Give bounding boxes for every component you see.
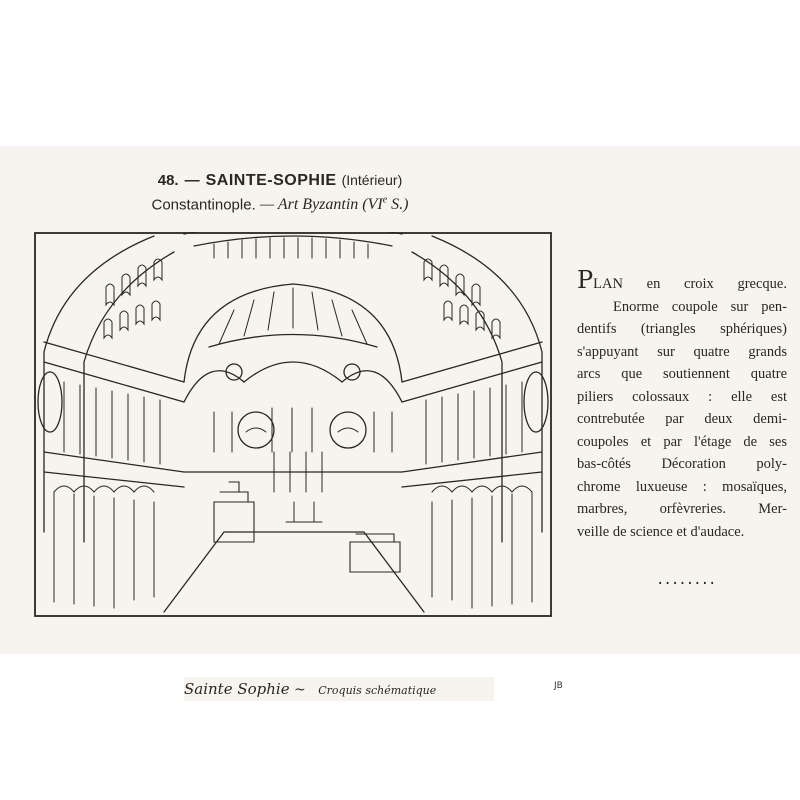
sketch-caption-title: Sainte Sophie [184, 680, 290, 698]
art-style [260, 196, 409, 213]
description-line-1-text: LAN en croix grecque. [593, 276, 787, 292]
sketch-caption [184, 677, 494, 701]
art-style-prefix: — Art Byzantin (VI [259, 196, 383, 214]
card-subtitle: (Intérieur) [341, 172, 403, 188]
description-line-8: coupoles et par l'étage de ses [577, 433, 787, 450]
heading-line-2 [80, 191, 480, 215]
postcard-heading [80, 170, 480, 215]
description-line-11: marbres, orfèvreries. Mer- [577, 501, 787, 517]
description-line-4: s'appuyant sur quatre grands [577, 343, 787, 360]
card-number: 48. [157, 172, 179, 189]
description [577, 266, 787, 543]
century-superscript: e [382, 195, 388, 206]
postcard [0, 146, 800, 698]
description-line-5: arcs que soutiennent quatre [577, 366, 787, 382]
interior-sketch [34, 232, 563, 698]
description-line-12: veille de science et d'audace. [577, 523, 745, 540]
sketch-caption-dash: ~ [294, 682, 306, 698]
heading-dash: — [184, 172, 200, 189]
description-line-10: chrome luxueuse : mosaïques, [577, 478, 787, 495]
heading-line-1 [80, 170, 480, 191]
description-line-1 [577, 266, 787, 296]
description-line-2: Enorme coupole sur pen- [613, 298, 787, 315]
description-line-7: contrebutée par deux demi- [577, 411, 787, 427]
drop-cap: P [577, 266, 594, 294]
card-title: SAINTE-SOPHIE [205, 172, 337, 189]
art-style-suffix: S.) [387, 196, 409, 214]
description-line-3: dentifs (triangles sphériques) [577, 321, 787, 337]
sketch-caption-note: Croquis schématique [318, 684, 437, 697]
description-line-6: piliers colossaux : elle est [577, 388, 787, 405]
description-line-9: bas-côtés Décoration poly- [577, 456, 787, 472]
artist-monogram: JB [554, 681, 563, 691]
sketch-drawing [34, 232, 552, 618]
ornament-dots: ........ [656, 572, 716, 588]
place-name: Constantinople. [151, 196, 256, 214]
